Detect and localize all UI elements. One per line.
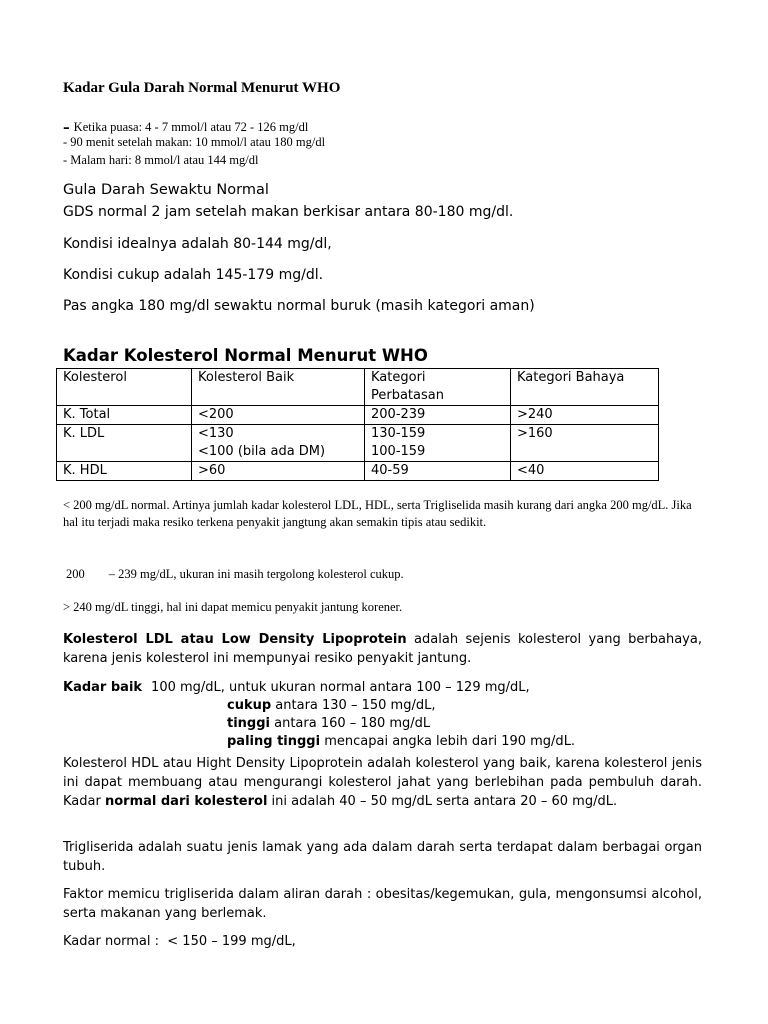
note-under-200: < 200 mg/dL normal. Artinya jumlah kadar kolesterol LDL, HDL, serta Trigliselida masih kurang dari angka 200 mg/dL. Jika hal itu terjadi maka resiko terkena penyakit jangtung akan semakin tipis atau sedikit.	[63, 498, 692, 529]
sewaktu-paragraph-4: Pas angka 180 mg/dl sewaktu normal buruk (masih kategori aman)	[63, 298, 535, 314]
table-header-cell: Kategori Perbatasan	[365, 369, 511, 406]
kolesterol-table	[56, 368, 659, 481]
gula-who-list	[63, 118, 325, 169]
table-row	[57, 462, 659, 481]
gula-who-title: Kadar Gula Darah Normal Menurut WHO	[63, 80, 341, 96]
table-cell: 130-159 100-159	[365, 425, 511, 462]
trigliserida-paragraph-2: Faktor memicu trigliserida dalam aliran darah : obesitas/kegemukan, gula, mengonsumsi alcohol, serta makanan yang berlemak.	[63, 887, 702, 921]
table-cell: >240	[511, 406, 659, 425]
kolesterol-heading: Kadar Kolesterol Normal Menurut WHO	[63, 346, 428, 365]
table-cell: 200-239	[365, 406, 511, 425]
ldl-level-tinggi: tinggi antara 160 – 180 mg/dL	[227, 716, 431, 731]
ldl-levels	[63, 679, 575, 751]
hdl-paragraph: Kolesterol HDL atau Hight Density Lipoprotein adalah kolesterol yang baik, karena kolesterol jenis ini dapat membuang atau mengurangi kolesterol jahat yang berlebihan pada pembuluh darah. Kadar normal dari kolesterol ini adalah 40 – 50 mg/dL serta antara 20 – 60 mg/dL.	[63, 756, 702, 809]
ldl-level-baik: Kadar baik 100 mg/dL, untuk ukuran normal antara 100 – 129 mg/dL,	[63, 680, 530, 695]
note-200-239	[66, 566, 404, 583]
sewaktu-paragraph-1: GDS normal 2 jam setelah makan berkisar antara 80-180 mg/dl.	[63, 204, 514, 220]
ldl-bold-term: Kolesterol LDL atau Low Density Lipoprotein	[63, 632, 407, 647]
table-header-cell: Kolesterol Baik	[192, 369, 365, 406]
table-cell: <200	[192, 406, 365, 425]
sewaktu-heading: Gula Darah Sewaktu Normal	[63, 182, 269, 198]
note-200-239-text: – 239 mg/dL, ukuran ini masih tergolong kolesterol cukup.	[108, 567, 404, 581]
table-cell: K. Total	[57, 406, 192, 425]
trigliserida-paragraph-1: Trigliserida adalah suatu jenis lamak yang ada dalam darah serta terdapat dalam berbagai organ tubuh.	[63, 840, 702, 874]
hdl-bold-term: normal dari kolesterol	[104, 794, 268, 809]
note-200-239-number: 200	[66, 567, 85, 581]
bullet-dash: -	[63, 116, 70, 138]
table-header-row	[57, 369, 659, 406]
table-cell: >60	[192, 462, 365, 481]
ldl-level-paling-tinggi: paling tinggi mencapai angka lebih dari 190 mg/dL.	[227, 734, 576, 749]
sewaktu-paragraph-2: Kondisi idealnya adalah 80-144 mg/dl,	[63, 236, 332, 252]
table-cell: >160	[511, 425, 659, 462]
table-cell: K. HDL	[57, 462, 192, 481]
table-cell: <130 <100 (bila ada DM)	[192, 425, 365, 462]
gula-who-line-2: - 90 menit setelah makan: 10 mmol/l atau 180 mg/dl	[63, 135, 326, 149]
table-header-cell: Kategori Bahaya	[511, 369, 659, 406]
table-header-cell: Kolesterol	[57, 369, 192, 406]
table-row	[57, 425, 659, 462]
ldl-level-cukup: cukup antara 130 – 150 mg/dL,	[227, 698, 436, 713]
table-cell: 40-59	[365, 462, 511, 481]
sewaktu-paragraph-3: Kondisi cukup adalah 145-179 mg/dl.	[63, 267, 324, 283]
table-cell: K. LDL	[57, 425, 192, 462]
gula-who-line-1: - Ketika puasa: 4 - 7 mmol/l atau 72 - 126 mg/dl	[63, 116, 309, 138]
trigliserida-kadar-normal: Kadar normal : < 150 – 199 mg/dL,	[63, 934, 296, 949]
ldl-paragraph: Kolesterol LDL atau Low Density Lipoprotein adalah sejenis kolesterol yang berbahaya, karena jenis kolesterol ini mempunyai resiko penyakit jantung.	[63, 632, 702, 666]
gula-who-line-3: - Malam hari: 8 mmol/l atau 144 mg/dl	[63, 153, 259, 167]
note-over-240: > 240 mg/dL tinggi, hal ini dapat memicu penyakit jantung korener.	[63, 600, 403, 614]
table-row	[57, 406, 659, 425]
table-cell: <40	[511, 462, 659, 481]
